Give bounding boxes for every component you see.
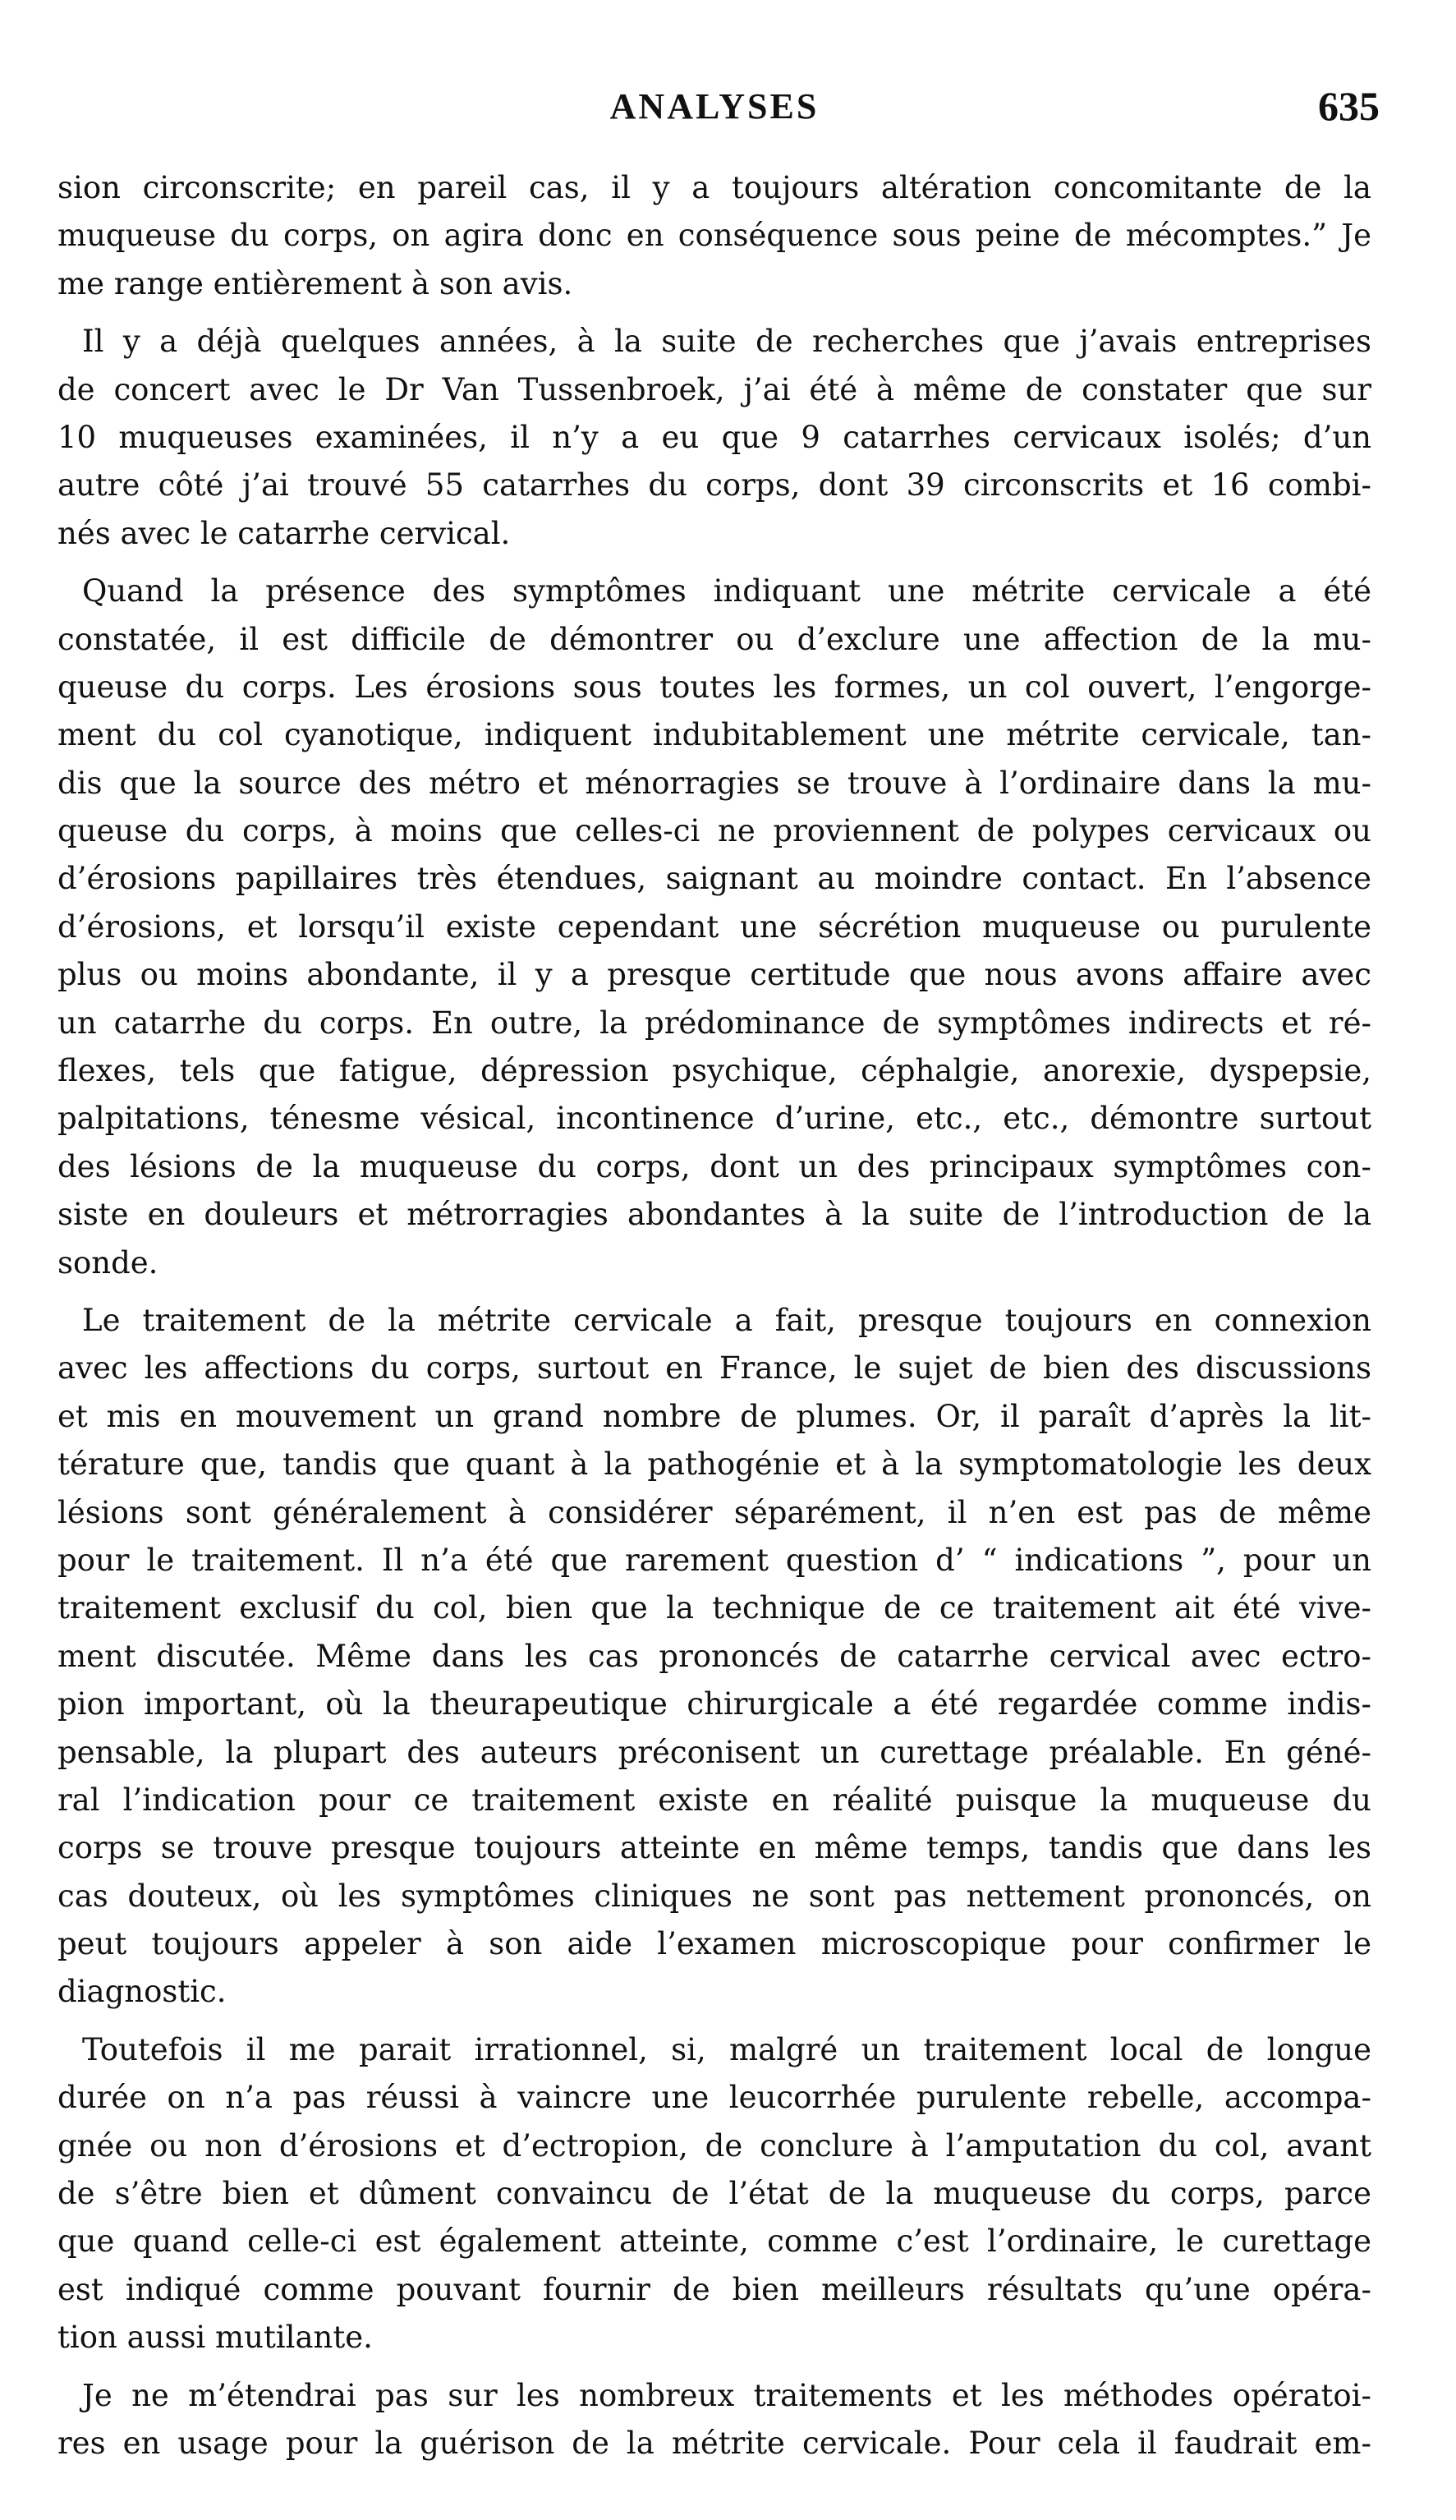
text-line: Je ne m’étendrai pas sur les nombreux traitements et les méthodes opératoi- (82, 2377, 1371, 2413)
text-line: Le traitement de la métrite cervicale a fait, presque toujours en connexion (82, 1302, 1371, 1338)
text-line: un catarrhe du corps. En outre, la prédominance de symptômes indirects et ré- (57, 1005, 1371, 1041)
text-line: muqueuse du corps, on agira donc en conséquence sous peine de mécomptes.” Je (57, 218, 1371, 254)
text-line: nés avec le catarrhe cervical. (57, 515, 511, 551)
paragraph (57, 1297, 1371, 2016)
paragraph (57, 318, 1371, 558)
text-line: de s’être bien et dûment convaincu de l’état de la muqueuse du corps, parce (57, 2176, 1371, 2212)
text-line: ment discutée. Même dans les cas prononcés de catarrhe cervical avec ectro- (57, 1638, 1371, 1674)
text-line: pour le traitement. Il n’a été que rarement question d’ “ indications ”, pour un (57, 1542, 1371, 1578)
paragraph (57, 164, 1371, 308)
page-header (57, 82, 1380, 140)
text-line: sonde. (57, 1244, 158, 1281)
document-page (57, 82, 1380, 2477)
text-line: pensable, la plupart des auteurs préconisent un curettage préalable. En géné- (57, 1734, 1371, 1770)
text-line: de concert avec le Dr Van Tussenbroek, j’ai été à même de constater que sur (57, 371, 1371, 407)
text-line: corps se trouve presque toujours atteinte en même temps, tandis que dans les (57, 1830, 1371, 1866)
paragraph (57, 568, 1371, 1287)
text-line: lésions sont généralement à considérer séparément, il n’en est pas de même (57, 1494, 1371, 1530)
text-line: sion circonscrite; en pareil cas, il y a toujours altération concomitante de la (57, 170, 1371, 205)
text-line: que quand celle-ci est également atteinte, comme c’est l’ordinaire, le curettage (57, 2223, 1371, 2260)
text-line: constatée, il est difficile de démontrer ou d’exclure une affection de la mu- (57, 621, 1371, 657)
text-line: d’érosions papillaires très étendues, saignant au moindre contact. En l’absence (57, 861, 1371, 897)
page-number: 635 (1318, 83, 1380, 129)
text-line: peut toujours appeler à son aide l’examen microscopique pour confirmer le (57, 1926, 1371, 1962)
paragraph (57, 2372, 1371, 2468)
text-line: pion important, où la theurapeutique chirurgicale a été regardée comme indis- (57, 1686, 1371, 1722)
text-line: des lésions de la muqueuse du corps, dont un des principaux symptômes con- (57, 1148, 1371, 1184)
text-line: queuse du corps, à moins que celles-ci ne proviennent de polypes cervicaux ou (57, 813, 1371, 849)
text-line: 10 muqueuses examinées, il n’y a eu que 9 catarrhes cervicaux isolés; d’un (57, 419, 1371, 455)
text-line: autre côté j’ai trouvé 55 catarrhes du corps, dont 39 circonscrits et 16 combi- (57, 467, 1371, 504)
text-line: res en usage pour la guérison de la métrite cervicale. Pour cela il faudrait em- (57, 2425, 1371, 2461)
text-line: me range entièrement à son avis. (57, 265, 573, 301)
paragraph (57, 2026, 1371, 2362)
text-line: Quand la présence des symptômes indiquant une métrite cervicale a été (82, 573, 1371, 609)
text-line: d’érosions, et lorsqu’il existe cependant une sécrétion muqueuse ou purulente (57, 908, 1371, 945)
text-line: queuse du corps. Les érosions sous toutes les formes, un col ouvert, l’engorge- (57, 669, 1371, 705)
text-line: traitement exclusif du col, bien que la technique de ce traitement ait été vive- (57, 1590, 1371, 1626)
text-line: Il y a déjà quelques années, à la suite de recherches que j’avais entreprises (82, 324, 1371, 360)
text-line: gnée ou non d’érosions et d’ectropion, de conclure à l’amputation du col, avant (57, 2127, 1371, 2164)
text-line: térature que, tandis que quant à la pathogénie et à la symptomatologie les deux (57, 1446, 1371, 1483)
text-line: et mis en mouvement un grand nombre de plumes. Or, il paraît d’après la lit- (57, 1398, 1371, 1434)
text-line: diagnostic. (57, 1974, 227, 2010)
text-line: siste en douleurs et métrorragies abondantes à la suite de l’introduction de la (57, 1197, 1371, 1233)
text-line: avec les affections du corps, surtout en France, le sujet de bien des discussions (57, 1350, 1371, 1386)
text-line: ral l’indication pour ce traitement existe en réalité puisque la muqueuse du (57, 1782, 1371, 1818)
text-line: Toutefois il me parait irrationnel, si, malgré un traitement local de longue (82, 2031, 1371, 2067)
running-title: ANALYSES (609, 86, 820, 126)
text-line: durée on n’a pas réussi à vaincre une leucorrhée purulente rebelle, accompa- (57, 2080, 1371, 2116)
text-line: dis que la source des métro et ménorragies se trouve à l’ordinaire dans la mu- (57, 765, 1371, 801)
text-line: ment du col cyanotique, indiquent indubitablement une métrite cervicale, tan- (57, 717, 1371, 753)
text-line: est indiqué comme pouvant fournir de bien meilleurs résultats qu’une opéra- (57, 2271, 1371, 2307)
text-line: plus ou moins abondante, il y a presque certitude que nous avons affaire avec (57, 957, 1371, 993)
text-line: palpitations, ténesme vésical, incontinence d’urine, etc., etc., démontre surtout (57, 1101, 1371, 1137)
body-text (57, 164, 1371, 2467)
text-line: tion aussi mutilante. (57, 2320, 373, 2356)
text-line: cas douteux, où les symptômes cliniques ne sont pas nettement prononcés, on (57, 1878, 1371, 1914)
text-line: flexes, tels que fatigue, dépression psychique, céphalgie, anorexie, dyspepsie, (57, 1053, 1371, 1089)
